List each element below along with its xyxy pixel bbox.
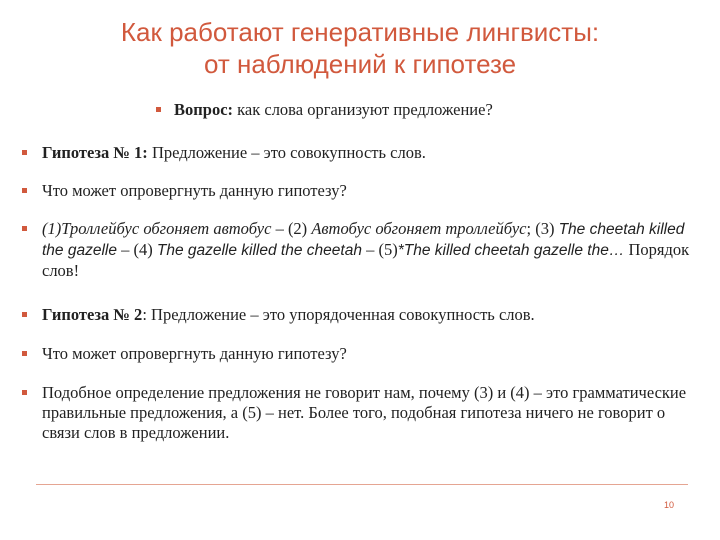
bullet-marker-icon xyxy=(22,188,27,193)
bullet-refute-1 xyxy=(22,181,702,201)
slide-title-line-1: Как работают генеративные лингвисты: xyxy=(120,17,600,47)
example-4: The gazelle killed the cheetah xyxy=(156,242,362,259)
bullet-marker-icon xyxy=(22,312,27,317)
bullet-hypothesis-1 xyxy=(22,143,702,163)
slide-title xyxy=(20,16,700,80)
bullet-conclusion xyxy=(22,383,702,443)
example-sep-4: – (5) xyxy=(361,240,398,259)
page-number: 10 xyxy=(664,500,675,510)
bullet-refute-2 xyxy=(22,344,702,364)
bullet-examples xyxy=(22,219,702,281)
bullet-hypothesis-2 xyxy=(22,305,702,325)
example-sep-1: – (2) xyxy=(271,219,312,238)
bullet-question xyxy=(156,100,696,120)
bullet-marker-icon xyxy=(156,107,161,112)
example-5: *The killed cheetah gazelle the… xyxy=(397,242,625,259)
hypothesis-2-text: : Предложение – это упорядоченная совокупность слов. xyxy=(142,305,535,324)
example-1: (1)Троллейбус обгоняет автобус xyxy=(42,219,272,238)
hypothesis-2-label: Гипотеза № 2 xyxy=(42,305,143,324)
hypothesis-1-text: Предложение – это совокупность слов. xyxy=(147,143,426,162)
hypothesis-1-label: Гипотеза № 1: xyxy=(42,143,148,162)
example-sep-2: ; (3) xyxy=(526,219,559,238)
bullet-marker-icon xyxy=(22,226,27,231)
example-conclusion: Порядок слов! xyxy=(42,240,690,280)
example-3: The cheetah killed the gazelle xyxy=(42,221,685,259)
bullet-marker-icon xyxy=(22,351,27,356)
footer-divider xyxy=(36,484,688,485)
slide-title-line-2: от наблюдений к гипотезе xyxy=(203,49,517,79)
refute-1-text: Что может опровергнуть данную гипотезу? xyxy=(42,181,347,200)
conclusion-text: Подобное определение предложения не говорит нам, почему (3) и (4) – это грамматические правильные предложения, а (5) – нет. Более того, подобная гипотеза ничего не говорит о связи слов в предложении. xyxy=(42,383,687,442)
refute-2-text: Что может опровергнуть данную гипотезу? xyxy=(42,344,347,363)
question-label: Вопрос: xyxy=(174,100,234,119)
example-2: Автобус обгоняет троллейбус xyxy=(311,219,527,238)
question-text: как слова организуют предложение? xyxy=(233,100,493,119)
bullet-marker-icon xyxy=(22,150,27,155)
bullet-marker-icon xyxy=(22,390,27,395)
example-sep-3: – (4) xyxy=(116,240,157,259)
